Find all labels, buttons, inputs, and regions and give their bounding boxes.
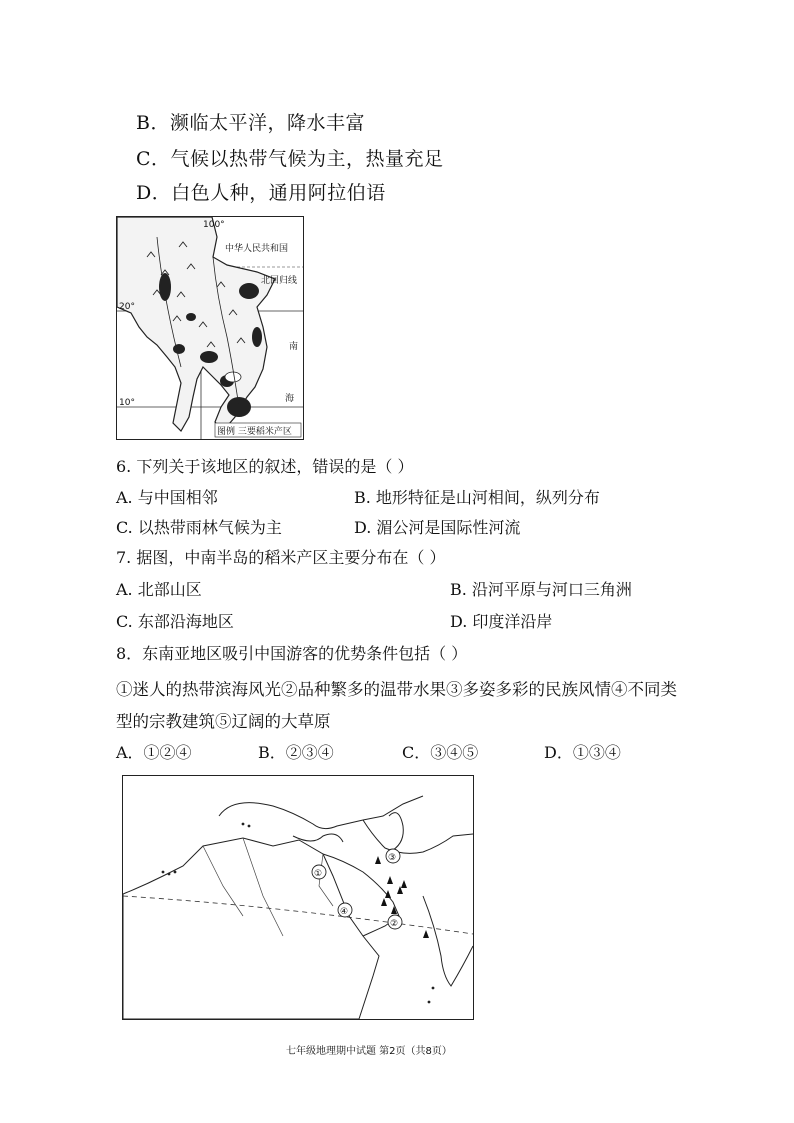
west-asia-map bbox=[122, 775, 474, 1020]
q8-option-a: A．①②④ bbox=[116, 743, 192, 762]
q7-option-d: D. 印度洋沿岸 bbox=[450, 612, 553, 631]
option-d-prev: D．白色人种，通用阿拉伯语 bbox=[136, 182, 386, 204]
lat-10-label: 10° bbox=[119, 398, 135, 408]
lat-20-label: 20° bbox=[119, 302, 135, 312]
q8-statement-line1: ①迷人的热带滨海风光②品种繁多的温带水果③多姿多彩的民族风情④不同类 bbox=[116, 680, 677, 699]
option-c-prev: C．气候以热带气候为主，热量充足 bbox=[136, 148, 444, 170]
q6-option-a: A. 与中国相邻 bbox=[116, 488, 218, 507]
q6-option-b: B. 地形特征是山河相间，纵列分布 bbox=[354, 488, 600, 507]
q6-option-d: D. 湄公河是国际性河流 bbox=[354, 518, 521, 537]
q6-option-c: C. 以热带雨林气候为主 bbox=[116, 518, 282, 537]
q8-statement-line2: 型的宗教建筑⑤辽阔的大草原 bbox=[116, 712, 331, 731]
option-b-prev: B．濒临太平洋，降水丰富 bbox=[136, 112, 365, 134]
q8-option-b: B．②③④ bbox=[258, 743, 334, 762]
west-asia-map-drawing bbox=[123, 776, 473, 1019]
marker-3: ③ bbox=[388, 853, 397, 863]
q6-stem: 6. 下列关于该地区的叙述，错误的是（ ） bbox=[116, 457, 414, 476]
marker-1: ① bbox=[314, 869, 323, 879]
q8-stem: 8．东南亚地区吸引中国游客的优势条件包括（ ） bbox=[116, 644, 468, 663]
sea-label: 海 bbox=[285, 394, 295, 404]
marker-2: ② bbox=[390, 919, 399, 929]
lon-100-label: 100° bbox=[203, 220, 225, 230]
q7-option-c: C. 东部沿海地区 bbox=[116, 612, 234, 631]
tropic-label: 北回归线 bbox=[261, 276, 298, 286]
south-label: 南 bbox=[289, 342, 299, 352]
map-legend: 图例 三要稻米产区 bbox=[217, 427, 292, 437]
indochina-map-drawing bbox=[117, 217, 303, 439]
q8-option-c: C．③④⑤ bbox=[402, 743, 479, 762]
china-label: 中华人民共和国 bbox=[225, 244, 289, 254]
marker-4: ④ bbox=[340, 907, 349, 917]
q7-option-a: A. 北部山区 bbox=[116, 580, 202, 599]
q7-option-b: B. 沿河平原与河口三角洲 bbox=[450, 580, 632, 599]
q8-option-d: D．①③④ bbox=[544, 743, 621, 762]
indochina-map bbox=[116, 216, 304, 440]
q7-stem: 7. 据图，中南半岛的稻米产区主要分布在（ ） bbox=[116, 548, 446, 567]
page-footer: 七年级地理期中试题 第2页（共8页） bbox=[286, 1046, 452, 1057]
